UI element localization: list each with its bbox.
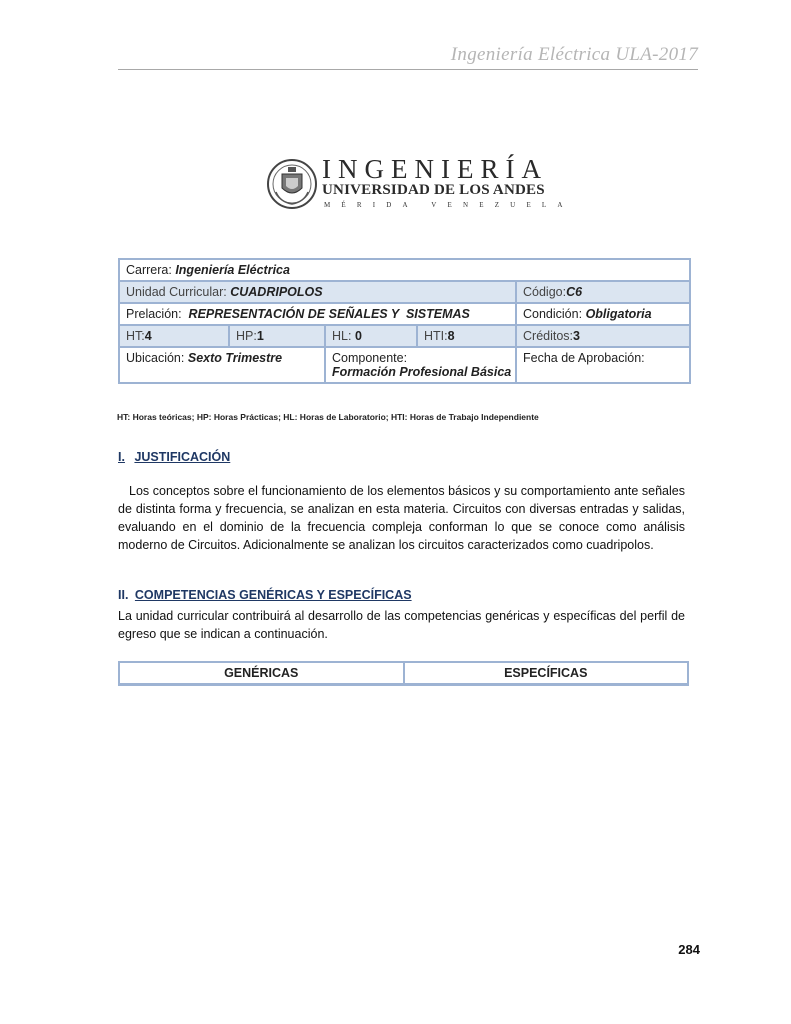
ht-cell xyxy=(119,325,229,347)
unidad-cell xyxy=(119,281,516,303)
hti-cell xyxy=(417,325,516,347)
table-row xyxy=(119,259,690,281)
condicion-cell xyxy=(516,303,690,325)
justificacion-paragraph: Los conceptos sobre el funcionamiento de los elementos básicos y su comportamiento ante señales de distinta forma y frecuencia, se analizan en esta materia. Circuitos con diversas entradas y salidas, evaluando en el dominio de la frecuencia compleja conforman lo que se conoce como análisis moderno de Circuitos. Adicionalmente se analizan los circuitos caracterizados como cuadripolos. xyxy=(118,484,685,552)
university-seal-icon xyxy=(266,158,318,210)
condicion-label: Condición: xyxy=(523,307,583,321)
especificas-header: ESPECÍFICAS xyxy=(404,662,689,685)
section-title: JUSTIFICACIÓN xyxy=(134,450,231,464)
hl-label: HL: xyxy=(332,329,352,343)
ubicacion-cell xyxy=(119,347,325,383)
section-number: II. xyxy=(118,588,129,602)
codigo-label: Código: xyxy=(523,285,567,299)
fecha-aprobacion-label: Fecha de Aprobación: xyxy=(523,351,645,365)
hti-label: HTI: xyxy=(424,329,448,343)
table-row xyxy=(119,662,688,685)
genericas-header: GENÉRICAS xyxy=(119,662,404,685)
header-rule xyxy=(118,69,698,70)
hl-value: 0 xyxy=(354,329,362,343)
section-title: COMPETENCIAS GENÉRICAS Y ESPECÍFICAS xyxy=(134,588,412,602)
hp-value: 1 xyxy=(256,329,264,343)
ubicacion-value: Sexto Trimestre xyxy=(187,351,283,365)
section-heading-justificacion xyxy=(118,450,230,464)
hp-cell xyxy=(229,325,325,347)
course-info-table xyxy=(118,258,691,384)
logo-line-ingenieria: INGENIERÍA xyxy=(322,154,548,184)
running-header: Ingeniería Eléctrica ULA-2017 xyxy=(450,44,698,65)
condicion-value: Obligatoria xyxy=(585,307,652,321)
ht-value: 4 xyxy=(144,329,152,343)
hti-value: 8 xyxy=(447,329,455,343)
codigo-value: C6 xyxy=(566,285,583,299)
creditos-value: 3 xyxy=(573,329,580,343)
table-row xyxy=(119,303,690,325)
hours-footnote: HT: Horas teóricas; HP: Horas Prácticas; HL: Horas de Laboratorio; HTI: Horas de Trabajo Independiente xyxy=(117,412,539,422)
componente-label: Componente: xyxy=(332,351,408,365)
creditos-cell xyxy=(516,325,690,347)
ht-label: HT: xyxy=(126,329,145,343)
page-number: 284 xyxy=(678,942,700,957)
ubicacion-label: Ubicación: xyxy=(126,351,185,365)
creditos-label: Créditos: xyxy=(523,329,574,343)
fecha-aprobacion-cell xyxy=(516,347,690,383)
componente-value: Formación Profesional Básica xyxy=(332,365,512,379)
section-number: I. xyxy=(118,450,125,464)
section-heading-competencias xyxy=(118,588,412,602)
table-row xyxy=(119,325,690,347)
unidad-value: CUADRIPOLOS xyxy=(230,285,323,299)
logo-line-university: UNIVERSIDAD DE LOS ANDES xyxy=(322,182,545,198)
carrera-cell xyxy=(119,259,690,281)
prelacion-label: Prelación: xyxy=(126,307,182,321)
logo-line-location: MÉRIDA VENEZUELA xyxy=(324,201,574,209)
prelacion-value: REPRESENTACIÓN DE SEÑALES Y SISTEMAS xyxy=(188,307,470,321)
hl-cell xyxy=(325,325,417,347)
unidad-label: Unidad Curricular: xyxy=(126,285,227,299)
competencias-paragraph: La unidad curricular contribuirá al desarrollo de las competencias genéricas y específicas del perfil de egreso que se indican a continuación. xyxy=(118,609,685,641)
table-row xyxy=(119,281,690,303)
prelacion-cell xyxy=(119,303,516,325)
carrera-value: Ingeniería Eléctrica xyxy=(175,263,290,277)
ula-engineering-logo xyxy=(266,154,574,214)
codigo-cell xyxy=(516,281,690,303)
componente-cell xyxy=(325,347,516,383)
hp-label: HP: xyxy=(236,329,257,343)
table-row xyxy=(119,347,690,383)
competencias-table xyxy=(118,661,689,686)
carrera-label: Carrera: xyxy=(126,263,172,277)
